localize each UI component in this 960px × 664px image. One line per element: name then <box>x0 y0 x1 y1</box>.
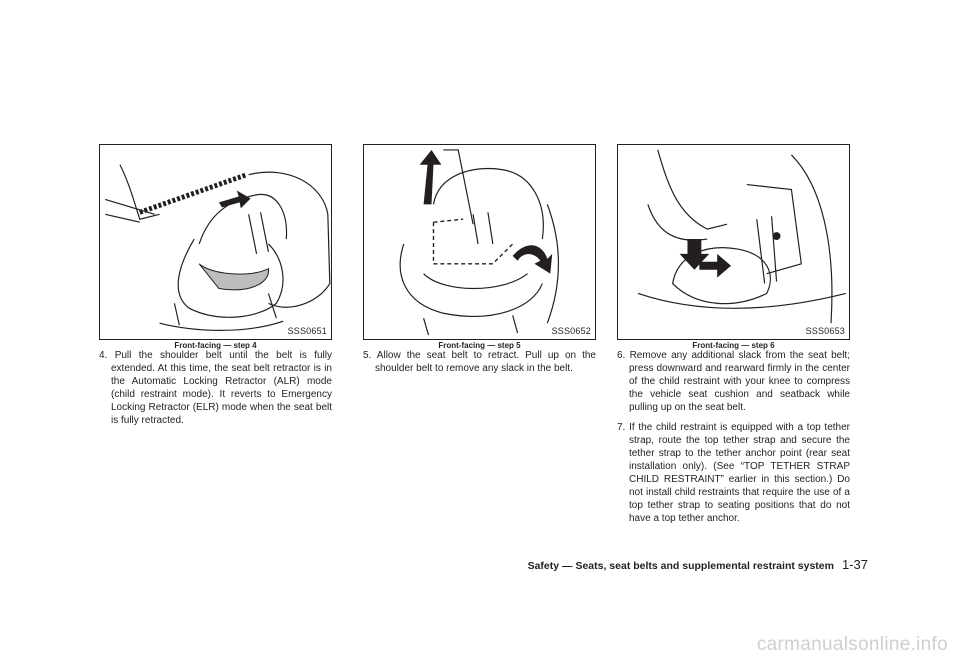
figure-caption: Front-facing — step 5 <box>438 341 521 350</box>
step-paragraph: 4. Pull the shoulder belt until the belt is fully extended. At this time, the seat belt retractor is in the Automatic Locking Retractor (ALR) mode (child restraint mode). It reverts to Emergency Locking Retractor (ELR) mode when the seat belt is fully retracted. <box>99 350 332 426</box>
child-seat-illustration-step-4 <box>100 145 331 339</box>
step-text-column-3 <box>617 349 850 532</box>
figure-code: SSS0653 <box>805 326 845 336</box>
page-number: 1-37 <box>841 557 868 572</box>
step-text-column-2 <box>363 349 596 382</box>
figure-step-6 <box>617 144 850 340</box>
figure-caption: Front-facing — step 4 <box>174 341 257 350</box>
figure-step-5 <box>363 144 596 340</box>
figure-caption: Front-facing — step 6 <box>692 341 775 350</box>
section-title: Safety — Seats, seat belts and supplemental restraint system <box>527 560 834 572</box>
step-text-column-1 <box>99 349 332 434</box>
step-paragraph: 6. Remove any additional slack from the seat belt; press downward and rearward firmly in the center of the child restraint with your knee to compress the vehicle seat cushion and seatback while pulling up on the seat belt. <box>617 350 850 413</box>
step-paragraph: 7. If the child restraint is equipped with a top tether strap, route the top tether strap and secure the tether strap to the tether anchor point (rear seat installation only). (See “TOP TETHER STRAP CHILD RESTRAINT” earlier in this section.) Do not install child restraints that require the use of a top tether strap to seating positions that do not have a top tether anchor. <box>617 422 850 524</box>
watermark: carmanualsonline.info <box>756 634 948 655</box>
figure-code: SSS0651 <box>287 326 327 336</box>
figure-step-4 <box>99 144 332 340</box>
child-seat-illustration-step-6 <box>618 145 849 339</box>
figure-code: SSS0652 <box>551 326 591 336</box>
page-footer <box>468 557 868 577</box>
child-seat-illustration-step-5 <box>364 145 595 339</box>
step-paragraph: 5. Allow the seat belt to retract. Pull up on the shoulder belt to remove any slack in the belt. <box>363 350 596 374</box>
